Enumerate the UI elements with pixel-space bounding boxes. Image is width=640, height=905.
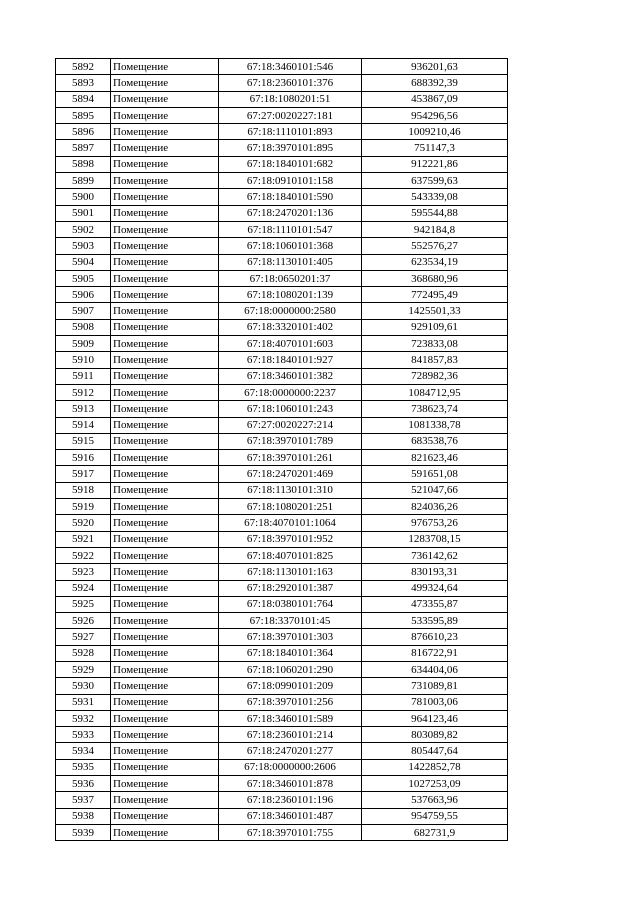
cadastral-value-cell: 1009210,46 xyxy=(362,124,508,140)
cadastral-value-cell: 821623,46 xyxy=(362,450,508,466)
object-type-cell: Помещение xyxy=(111,466,219,482)
object-type-cell: Помещение xyxy=(111,678,219,694)
object-type-cell: Помещение xyxy=(111,107,219,123)
row-number-cell: 5924 xyxy=(56,580,111,596)
cadastral-value-cell: 543339,08 xyxy=(362,189,508,205)
row-number-cell: 5930 xyxy=(56,678,111,694)
table-row xyxy=(56,694,508,710)
row-number-cell: 5899 xyxy=(56,173,111,189)
table-row xyxy=(56,107,508,123)
cadastral-number-cell: 67:18:1840101:927 xyxy=(219,352,362,368)
cadastral-value-cell: 537663,96 xyxy=(362,792,508,808)
cadastral-number-cell: 67:18:1060201:290 xyxy=(219,661,362,677)
row-number-cell: 5897 xyxy=(56,140,111,156)
cadastral-value-cell: 728982,36 xyxy=(362,368,508,384)
object-type-cell: Помещение xyxy=(111,75,219,91)
cadastral-number-cell: 67:18:1840101:364 xyxy=(219,645,362,661)
cadastral-number-cell: 67:18:3970101:256 xyxy=(219,694,362,710)
table-row xyxy=(56,824,508,840)
cadastral-value-cell: 682731,9 xyxy=(362,824,508,840)
table-row xyxy=(56,433,508,449)
table-row xyxy=(56,613,508,629)
row-number-cell: 5932 xyxy=(56,710,111,726)
cadastral-value-cell: 976753,26 xyxy=(362,515,508,531)
cadastral-value-cell: 552576,27 xyxy=(362,238,508,254)
table-row xyxy=(56,401,508,417)
cadastral-value-cell: 803089,82 xyxy=(362,727,508,743)
object-type-cell: Помещение xyxy=(111,189,219,205)
cadastral-number-cell: 67:18:3460101:878 xyxy=(219,776,362,792)
row-number-cell: 5938 xyxy=(56,808,111,824)
cadastral-value-cell: 637599,63 xyxy=(362,173,508,189)
cadastral-number-cell: 67:18:2470201:277 xyxy=(219,743,362,759)
table-row xyxy=(56,303,508,319)
table-row xyxy=(56,678,508,694)
table-row xyxy=(56,173,508,189)
object-type-cell: Помещение xyxy=(111,254,219,270)
cadastral-number-cell: 67:18:3370101:45 xyxy=(219,613,362,629)
object-type-cell: Помещение xyxy=(111,808,219,824)
registry-table xyxy=(55,58,508,841)
object-type-cell: Помещение xyxy=(111,336,219,352)
cadastral-value-cell: 723833,08 xyxy=(362,336,508,352)
row-number-cell: 5927 xyxy=(56,629,111,645)
cadastral-number-cell: 67:18:1840101:590 xyxy=(219,189,362,205)
cadastral-value-cell: 533595,89 xyxy=(362,613,508,629)
table-row xyxy=(56,205,508,221)
cadastral-value-cell: 1027253,09 xyxy=(362,776,508,792)
cadastral-number-cell: 67:18:0990101:209 xyxy=(219,678,362,694)
row-number-cell: 5917 xyxy=(56,466,111,482)
table-row xyxy=(56,564,508,580)
cadastral-number-cell: 67:18:2470201:469 xyxy=(219,466,362,482)
table-row xyxy=(56,124,508,140)
table-row xyxy=(56,661,508,677)
row-number-cell: 5931 xyxy=(56,694,111,710)
object-type-cell: Помещение xyxy=(111,270,219,286)
cadastral-value-cell: 781003,06 xyxy=(362,694,508,710)
cadastral-value-cell: 929109,61 xyxy=(362,319,508,335)
object-type-cell: Помещение xyxy=(111,564,219,580)
object-type-cell: Помещение xyxy=(111,776,219,792)
object-type-cell: Помещение xyxy=(111,710,219,726)
object-type-cell: Помещение xyxy=(111,531,219,547)
cadastral-number-cell: 67:18:3320101:402 xyxy=(219,319,362,335)
cadastral-number-cell: 67:18:2360101:214 xyxy=(219,727,362,743)
row-number-cell: 5909 xyxy=(56,336,111,352)
table-row xyxy=(56,254,508,270)
table-row xyxy=(56,156,508,172)
table-row xyxy=(56,319,508,335)
table-row xyxy=(56,352,508,368)
cadastral-value-cell: 591651,08 xyxy=(362,466,508,482)
cadastral-number-cell: 67:18:1080201:51 xyxy=(219,91,362,107)
row-number-cell: 5905 xyxy=(56,270,111,286)
object-type-cell: Помещение xyxy=(111,417,219,433)
object-type-cell: Помещение xyxy=(111,384,219,400)
table-row xyxy=(56,140,508,156)
cadastral-number-cell: 67:18:3970101:952 xyxy=(219,531,362,547)
table-row xyxy=(56,450,508,466)
row-number-cell: 5907 xyxy=(56,303,111,319)
object-type-cell: Помещение xyxy=(111,727,219,743)
cadastral-value-cell: 368680,96 xyxy=(362,270,508,286)
object-type-cell: Помещение xyxy=(111,515,219,531)
cadastral-value-cell: 738623,74 xyxy=(362,401,508,417)
object-type-cell: Помещение xyxy=(111,596,219,612)
row-number-cell: 5906 xyxy=(56,287,111,303)
row-number-cell: 5902 xyxy=(56,221,111,237)
cadastral-value-cell: 473355,87 xyxy=(362,596,508,612)
object-type-cell: Помещение xyxy=(111,59,219,75)
table-row xyxy=(56,75,508,91)
cadastral-value-cell: 805447,64 xyxy=(362,743,508,759)
table-row xyxy=(56,580,508,596)
row-number-cell: 5926 xyxy=(56,613,111,629)
object-type-cell: Помещение xyxy=(111,140,219,156)
object-type-cell: Помещение xyxy=(111,287,219,303)
row-number-cell: 5915 xyxy=(56,433,111,449)
row-number-cell: 5916 xyxy=(56,450,111,466)
cadastral-value-cell: 731089,81 xyxy=(362,678,508,694)
row-number-cell: 5925 xyxy=(56,596,111,612)
table-row xyxy=(56,336,508,352)
row-number-cell: 5914 xyxy=(56,417,111,433)
table-row xyxy=(56,808,508,824)
row-number-cell: 5929 xyxy=(56,661,111,677)
cadastral-number-cell: 67:18:3970101:755 xyxy=(219,824,362,840)
row-number-cell: 5901 xyxy=(56,205,111,221)
cadastral-value-cell: 841857,83 xyxy=(362,352,508,368)
cadastral-value-cell: 830193,31 xyxy=(362,564,508,580)
table-row xyxy=(56,645,508,661)
table-body xyxy=(56,59,508,841)
object-type-cell: Помещение xyxy=(111,401,219,417)
object-type-cell: Помещение xyxy=(111,743,219,759)
cadastral-number-cell: 67:18:1080201:251 xyxy=(219,499,362,515)
object-type-cell: Помещение xyxy=(111,645,219,661)
object-type-cell: Помещение xyxy=(111,450,219,466)
object-type-cell: Помещение xyxy=(111,580,219,596)
table-row xyxy=(56,466,508,482)
cadastral-number-cell: 67:18:3970101:303 xyxy=(219,629,362,645)
table-row xyxy=(56,384,508,400)
cadastral-number-cell: 67:18:4070101:1064 xyxy=(219,515,362,531)
table-row xyxy=(56,482,508,498)
table-row xyxy=(56,270,508,286)
table-row xyxy=(56,710,508,726)
cadastral-value-cell: 954296,56 xyxy=(362,107,508,123)
cadastral-number-cell: 67:18:1130101:310 xyxy=(219,482,362,498)
table-row xyxy=(56,776,508,792)
object-type-cell: Помещение xyxy=(111,629,219,645)
cadastral-number-cell: 67:18:0000000:2580 xyxy=(219,303,362,319)
cadastral-value-cell: 876610,23 xyxy=(362,629,508,645)
row-number-cell: 5893 xyxy=(56,75,111,91)
cadastral-value-cell: 453867,09 xyxy=(362,91,508,107)
table-row xyxy=(56,792,508,808)
cadastral-value-cell: 936201,63 xyxy=(362,59,508,75)
row-number-cell: 5920 xyxy=(56,515,111,531)
object-type-cell: Помещение xyxy=(111,221,219,237)
cadastral-value-cell: 623534,19 xyxy=(362,254,508,270)
cadastral-value-cell: 912221,86 xyxy=(362,156,508,172)
cadastral-number-cell: 67:18:3460101:589 xyxy=(219,710,362,726)
cadastral-number-cell: 67:18:0000000:2237 xyxy=(219,384,362,400)
row-number-cell: 5896 xyxy=(56,124,111,140)
row-number-cell: 5919 xyxy=(56,499,111,515)
object-type-cell: Помещение xyxy=(111,547,219,563)
cadastral-number-cell: 67:18:3970101:261 xyxy=(219,450,362,466)
cadastral-number-cell: 67:18:3460101:487 xyxy=(219,808,362,824)
row-number-cell: 5933 xyxy=(56,727,111,743)
cadastral-value-cell: 964123,46 xyxy=(362,710,508,726)
cadastral-value-cell: 816722,91 xyxy=(362,645,508,661)
cadastral-value-cell: 1422852,78 xyxy=(362,759,508,775)
cadastral-number-cell: 67:18:4070101:603 xyxy=(219,336,362,352)
cadastral-number-cell: 67:18:0380101:764 xyxy=(219,596,362,612)
table-row xyxy=(56,531,508,547)
cadastral-number-cell: 67:18:1080201:139 xyxy=(219,287,362,303)
cadastral-number-cell: 67:18:2470201:136 xyxy=(219,205,362,221)
cadastral-value-cell: 683538,76 xyxy=(362,433,508,449)
row-number-cell: 5921 xyxy=(56,531,111,547)
row-number-cell: 5903 xyxy=(56,238,111,254)
cadastral-number-cell: 67:18:1110101:547 xyxy=(219,221,362,237)
cadastral-value-cell: 499324,64 xyxy=(362,580,508,596)
cadastral-number-cell: 67:18:1110101:893 xyxy=(219,124,362,140)
row-number-cell: 5922 xyxy=(56,547,111,563)
row-number-cell: 5937 xyxy=(56,792,111,808)
table-row xyxy=(56,59,508,75)
cadastral-value-cell: 634404,06 xyxy=(362,661,508,677)
table-row xyxy=(56,368,508,384)
object-type-cell: Помещение xyxy=(111,433,219,449)
row-number-cell: 5895 xyxy=(56,107,111,123)
row-number-cell: 5939 xyxy=(56,824,111,840)
table-row xyxy=(56,759,508,775)
cadastral-number-cell: 67:18:0910101:158 xyxy=(219,173,362,189)
cadastral-number-cell: 67:18:1060101:368 xyxy=(219,238,362,254)
table-row xyxy=(56,238,508,254)
row-number-cell: 5910 xyxy=(56,352,111,368)
table-row xyxy=(56,499,508,515)
row-number-cell: 5898 xyxy=(56,156,111,172)
table-row xyxy=(56,743,508,759)
cadastral-number-cell: 67:18:1130101:163 xyxy=(219,564,362,580)
table-row xyxy=(56,727,508,743)
cadastral-number-cell: 67:27:0020227:214 xyxy=(219,417,362,433)
cadastral-value-cell: 954759,55 xyxy=(362,808,508,824)
cadastral-value-cell: 824036,26 xyxy=(362,499,508,515)
object-type-cell: Помещение xyxy=(111,124,219,140)
row-number-cell: 5892 xyxy=(56,59,111,75)
row-number-cell: 5928 xyxy=(56,645,111,661)
object-type-cell: Помещение xyxy=(111,694,219,710)
cadastral-value-cell: 942184,8 xyxy=(362,221,508,237)
cadastral-value-cell: 1084712,95 xyxy=(362,384,508,400)
cadastral-value-cell: 688392,39 xyxy=(362,75,508,91)
object-type-cell: Помещение xyxy=(111,482,219,498)
row-number-cell: 5934 xyxy=(56,743,111,759)
object-type-cell: Помещение xyxy=(111,613,219,629)
table-row xyxy=(56,287,508,303)
object-type-cell: Помещение xyxy=(111,156,219,172)
row-number-cell: 5923 xyxy=(56,564,111,580)
object-type-cell: Помещение xyxy=(111,205,219,221)
object-type-cell: Помещение xyxy=(111,499,219,515)
cadastral-value-cell: 736142,62 xyxy=(362,547,508,563)
table-row xyxy=(56,596,508,612)
object-type-cell: Помещение xyxy=(111,352,219,368)
row-number-cell: 5911 xyxy=(56,368,111,384)
table-row xyxy=(56,547,508,563)
cadastral-value-cell: 595544,88 xyxy=(362,205,508,221)
row-number-cell: 5904 xyxy=(56,254,111,270)
object-type-cell: Помещение xyxy=(111,368,219,384)
row-number-cell: 5900 xyxy=(56,189,111,205)
row-number-cell: 5935 xyxy=(56,759,111,775)
object-type-cell: Помещение xyxy=(111,792,219,808)
table-row xyxy=(56,515,508,531)
cadastral-value-cell: 1081338,78 xyxy=(362,417,508,433)
cadastral-number-cell: 67:18:1840101:682 xyxy=(219,156,362,172)
row-number-cell: 5912 xyxy=(56,384,111,400)
cadastral-value-cell: 1425501,33 xyxy=(362,303,508,319)
cadastral-number-cell: 67:18:2920101:387 xyxy=(219,580,362,596)
cadastral-number-cell: 67:18:3460101:546 xyxy=(219,59,362,75)
row-number-cell: 5918 xyxy=(56,482,111,498)
table-row xyxy=(56,221,508,237)
cadastral-number-cell: 67:18:2360101:376 xyxy=(219,75,362,91)
cadastral-value-cell: 1283708,15 xyxy=(362,531,508,547)
cadastral-number-cell: 67:18:3460101:382 xyxy=(219,368,362,384)
cadastral-value-cell: 772495,49 xyxy=(362,287,508,303)
row-number-cell: 5908 xyxy=(56,319,111,335)
table-row xyxy=(56,91,508,107)
object-type-cell: Помещение xyxy=(111,91,219,107)
object-type-cell: Помещение xyxy=(111,303,219,319)
table-row xyxy=(56,417,508,433)
cadastral-number-cell: 67:27:0020227:181 xyxy=(219,107,362,123)
cadastral-number-cell: 67:18:0650201:37 xyxy=(219,270,362,286)
cadastral-value-cell: 751147,3 xyxy=(362,140,508,156)
object-type-cell: Помещение xyxy=(111,661,219,677)
object-type-cell: Помещение xyxy=(111,238,219,254)
object-type-cell: Помещение xyxy=(111,173,219,189)
cadastral-value-cell: 521047,66 xyxy=(362,482,508,498)
table-row xyxy=(56,189,508,205)
cadastral-number-cell: 67:18:0000000:2606 xyxy=(219,759,362,775)
cadastral-number-cell: 67:18:3970101:789 xyxy=(219,433,362,449)
object-type-cell: Помещение xyxy=(111,319,219,335)
cadastral-number-cell: 67:18:2360101:196 xyxy=(219,792,362,808)
table-row xyxy=(56,629,508,645)
cadastral-number-cell: 67:18:1130101:405 xyxy=(219,254,362,270)
row-number-cell: 5913 xyxy=(56,401,111,417)
object-type-cell: Помещение xyxy=(111,824,219,840)
cadastral-number-cell: 67:18:4070101:825 xyxy=(219,547,362,563)
row-number-cell: 5894 xyxy=(56,91,111,107)
row-number-cell: 5936 xyxy=(56,776,111,792)
object-type-cell: Помещение xyxy=(111,759,219,775)
cadastral-number-cell: 67:18:1060101:243 xyxy=(219,401,362,417)
cadastral-number-cell: 67:18:3970101:895 xyxy=(219,140,362,156)
